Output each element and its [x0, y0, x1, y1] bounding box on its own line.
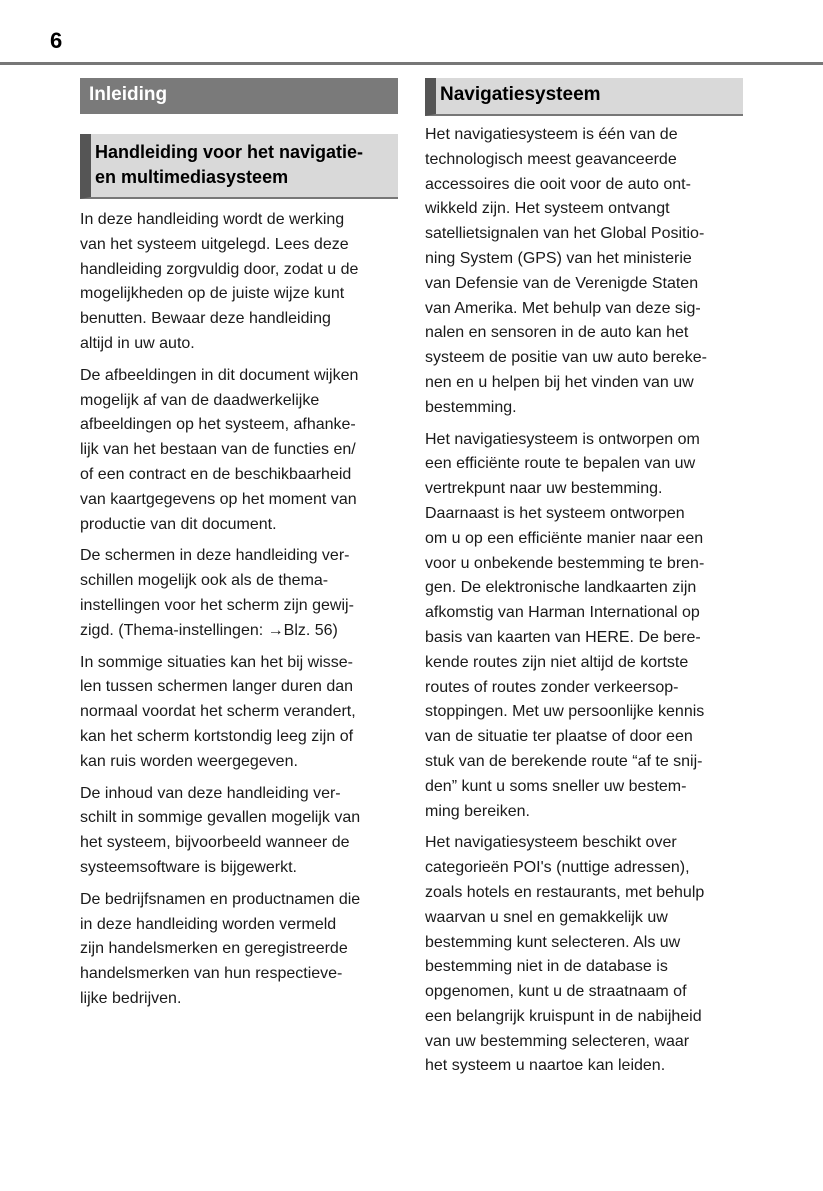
- text-line: den” kunt u soms sneller uw bestem-: [425, 777, 687, 795]
- text-line: Het navigatiesysteem is één van de: [425, 126, 678, 143]
- text-line: accessoires die ooit voor de auto ont-: [425, 175, 691, 193]
- text-line: len tussen schermen langer duren dan: [80, 678, 354, 696]
- text-line: van Amerika. Met behulp van deze sig-: [425, 299, 701, 317]
- text-line: of een contract en de beschikbaarheid: [80, 465, 352, 483]
- subheading-handleiding: [80, 134, 398, 199]
- text-line: normaal voordat het scherm verandert,: [80, 703, 356, 721]
- text-line: lijke bedrijven.: [80, 989, 182, 1007]
- text-line: voor u onbekende bestemming te bren-: [425, 554, 705, 572]
- text-line: mogelijk af van de daadwerkelijke: [80, 391, 320, 409]
- text-line: afkomstig van Harman International op: [425, 604, 700, 622]
- text-line: stoppingen. Met uw persoonlijke kennis: [425, 703, 705, 721]
- text-line: In sommige situaties kan het bij wisse-: [80, 653, 353, 671]
- text-line: handelsmerken van hun respectieve-: [80, 965, 343, 983]
- text-line: benutten. Bewaar deze handleiding: [80, 310, 331, 328]
- text-line: De afbeeldingen in dit document wijken: [80, 366, 359, 384]
- text-line: De inhoud van deze handleiding ver-: [80, 784, 341, 802]
- left-body-text: [80, 208, 398, 1012]
- header-rule: [0, 62, 823, 65]
- text-line: nalen en sensoren in de auto kan het: [425, 324, 689, 342]
- right-body-text: [425, 123, 743, 1079]
- paragraph: [425, 428, 743, 825]
- text-line: een efficiënte route te bepalen van uw: [425, 455, 696, 473]
- text-line: systeemsoftware is bijgewerkt.: [80, 858, 297, 876]
- text-line: Daarnaast is het systeem ontworpen: [425, 504, 685, 522]
- text-line: zoals hotels en restaurants, met behulp: [425, 883, 705, 901]
- text-line: De bedrijfsnamen en productnamen die: [80, 890, 361, 908]
- section-title-inleiding: Inleiding: [80, 78, 398, 114]
- text-line: altijd in uw auto.: [80, 334, 195, 352]
- text-line: basis van kaarten van HERE. De bere-: [425, 628, 701, 646]
- subheading-line: Handleiding voor het navigatie-: [95, 142, 364, 162]
- text-line: van Defensie van de Verenigde Staten: [425, 274, 699, 292]
- text-line: opgenomen, kunt u de straatnaam of: [425, 983, 687, 1001]
- text-line: zigd. (Thema-instellingen: →Blz. 56): [80, 621, 338, 639]
- paragraph: [80, 651, 398, 775]
- text-line: routes of routes zonder verkeersop-: [425, 678, 679, 696]
- subheading-line: en multimediasysteem: [95, 167, 289, 187]
- text-line: instellingen voor het scherm zijn gewij-: [80, 596, 354, 614]
- text-line: satellietsignalen van het Global Positio-: [425, 225, 705, 243]
- text-line: bestemming.: [425, 398, 517, 416]
- text-line: mogelijkheden op de juiste wijze kunt: [80, 285, 345, 303]
- text-line: van kaartgegevens op het moment van: [80, 490, 357, 508]
- text-line: systeem de positie van uw auto bereke-: [425, 349, 707, 367]
- text-line: van de situatie ter plaatse of door een: [425, 728, 693, 746]
- text-line: zijn handelsmerken en geregistreerde: [80, 940, 348, 958]
- text-line: gen. De elektronische landkaarten zijn: [425, 579, 697, 597]
- paragraph: [80, 544, 398, 643]
- text-line: van het systeem uitgelegd. Lees deze: [80, 235, 349, 253]
- text-line: kan het scherm kortstondig leeg zijn of: [80, 727, 354, 745]
- text-line: waarvan u snel en gemakkelijk uw: [425, 908, 668, 926]
- text-line: Het navigatiesysteem is ontworpen om: [425, 430, 700, 448]
- text-line: om u op een efficiënte manier naar een: [425, 529, 704, 547]
- section-title-navigatiesysteem: Navigatiesysteem: [425, 78, 743, 116]
- text-line: De schermen in deze handleiding ver-: [80, 547, 350, 565]
- text-line: bestemming kunt selecteren. Als uw: [425, 933, 681, 951]
- text-line: in deze handleiding worden vermeld: [80, 915, 337, 933]
- text-line: kan ruis worden weergegeven.: [80, 752, 298, 770]
- text-line: een belangrijk kruispunt in de nabijheid: [425, 1007, 702, 1025]
- text-line: handleiding zorgvuldig door, zodat u de: [80, 260, 359, 278]
- text-line: Het navigatiesysteem beschikt over: [425, 834, 677, 852]
- text-line: kende routes zijn niet altijd de kortste: [425, 653, 689, 671]
- text-line: afbeeldingen op het systeem, afhanke-: [80, 416, 356, 434]
- text-line: het systeem u naartoe kan leiden.: [425, 1057, 666, 1075]
- text-line: technologisch meest geavanceerde: [425, 150, 677, 168]
- text-line: productie van dit document.: [80, 515, 277, 533]
- text-line: categorieën POI's (nuttige adressen),: [425, 859, 690, 877]
- page-number: 6: [50, 28, 63, 53]
- text-line: van uw bestemming selecteren, waar: [425, 1032, 690, 1050]
- paragraph: [80, 208, 398, 357]
- paragraph: [80, 782, 398, 881]
- text-line: ning System (GPS) van het ministerie: [425, 249, 692, 267]
- text-line: vertrekpunt naar uw bestemming.: [425, 480, 663, 498]
- paragraph: [425, 831, 743, 1079]
- text-line: bestemming niet in de database is: [425, 958, 668, 976]
- right-column: [425, 78, 743, 1086]
- text-line: wikkeld zijn. Het systeem ontvangt: [425, 200, 670, 218]
- text-line: lijk van het bestaan van de functies en/: [80, 441, 356, 459]
- text-line: nen en u helpen bij het vinden van uw: [425, 373, 694, 391]
- paragraph: [80, 364, 398, 538]
- left-column: [80, 78, 398, 1019]
- paragraph: [425, 123, 743, 421]
- text-line: stuk van de berekende route “af te snij-: [425, 752, 703, 770]
- text-line: het systeem, bijvoorbeeld wanneer de: [80, 834, 350, 852]
- text-line: In deze handleiding wordt de werking: [80, 211, 345, 228]
- text-line: schilt in sommige gevallen mogelijk van: [80, 809, 361, 827]
- text-line: ming bereiken.: [425, 802, 530, 820]
- paragraph: [80, 888, 398, 1012]
- text-line: schillen mogelijk ook als de thema-: [80, 572, 329, 590]
